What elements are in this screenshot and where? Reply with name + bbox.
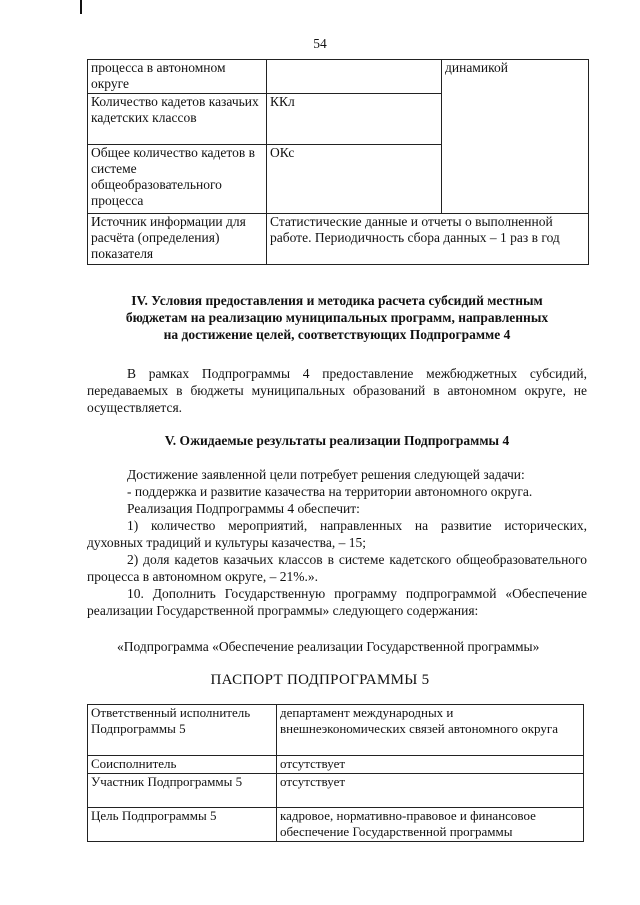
paragraph-line: Реализация Подпрограммы 4 обеспечит:: [127, 501, 360, 516]
table-row: [88, 60, 589, 94]
table-cell-label: Общее количество кадетов в системе общеобразовательного процесса: [88, 145, 267, 214]
table-cell-note: динамикой: [442, 60, 589, 214]
table-cell-value: отсутствует: [277, 774, 584, 808]
paragraph-line: Достижение заявленной цели потребует решения следующей задачи:: [127, 467, 525, 482]
table-row: [88, 808, 584, 842]
list-item: 2) доля кадетов казачьих классов в системе кадетского общеобразовательного процесса в автономном округе, – 21%.».: [87, 552, 587, 584]
table-cell-value: Статистические данные и отчеты о выполненной работе. Периодичность сбора данных – 1 раз в год: [267, 214, 589, 265]
section-5-body: [87, 466, 587, 619]
table-cell-label: Количество кадетов казачьих кадетских классов: [88, 94, 267, 145]
heading-line: на достижение целей, соответствующих Подпрограмме 4: [163, 327, 511, 342]
section-5-heading: V. Ожидаемые результаты реализации Подпрограммы 4: [164, 433, 510, 448]
table-cell-value: департамент международных и внешнеэкономических связей автономного округа: [277, 705, 584, 756]
list-item: 1) количество мероприятий, направленных на развитие исторических, духовных традиций и культуры казачества, – 15;: [87, 518, 587, 550]
table-cell-value: отсутствует: [277, 756, 584, 774]
section-4-paragraph: В рамках Подпрограммы 4 предоставление межбюджетных субсидий, передаваемых в бюджеты муниципальных образований в автономном округе, не осуществляется.: [87, 366, 587, 415]
table-cell-label: Соисполнитель: [88, 756, 277, 774]
indicator-table: [87, 59, 589, 265]
page-corner-mark: [80, 0, 82, 14]
passport-table: [87, 704, 584, 842]
table-cell-value: кадровое, нормативно-правовое и финансовое обеспечение Государственной программы: [277, 808, 584, 842]
table-cell-label: Ответственный исполнитель Подпрограммы 5: [88, 705, 277, 756]
table-cell-value: ККл: [267, 94, 442, 145]
paragraph-line: - поддержка и развитие казачества на территории автономного округа.: [127, 484, 533, 499]
passport-title: ПАСПОРТ ПОДПРОГРАММЫ 5: [210, 672, 430, 688]
table-cell-label: Цель Подпрограммы 5: [88, 808, 277, 842]
page-number: 54: [313, 36, 327, 51]
table-row: [88, 214, 589, 265]
table-row: [88, 756, 584, 774]
table-cell-label: Источник информации для расчёта (определения) показателя: [88, 214, 267, 265]
table-row: [88, 705, 584, 756]
subprogram-quote: «Подпрограмма «Обеспечение реализации Государственной программы»: [117, 639, 540, 654]
table-cell-value: ОКс: [267, 145, 442, 214]
table-cell-value: [267, 60, 442, 94]
heading-line: бюджетам на реализацию муниципальных программ, направленных: [125, 310, 549, 325]
table-row: [88, 774, 584, 808]
paragraph: 10. Дополнить Государственную программу подпрограммой «Обеспечение реализации Государственной программы» следующего содержания:: [87, 586, 587, 618]
heading-line: IV. Условия предоставления и методика расчета субсидий местным: [131, 293, 543, 308]
table-cell-label: процесса в автономном округе: [88, 60, 267, 94]
section-4-heading: [87, 292, 587, 343]
table-cell-label: Участник Подпрограммы 5: [88, 774, 277, 808]
